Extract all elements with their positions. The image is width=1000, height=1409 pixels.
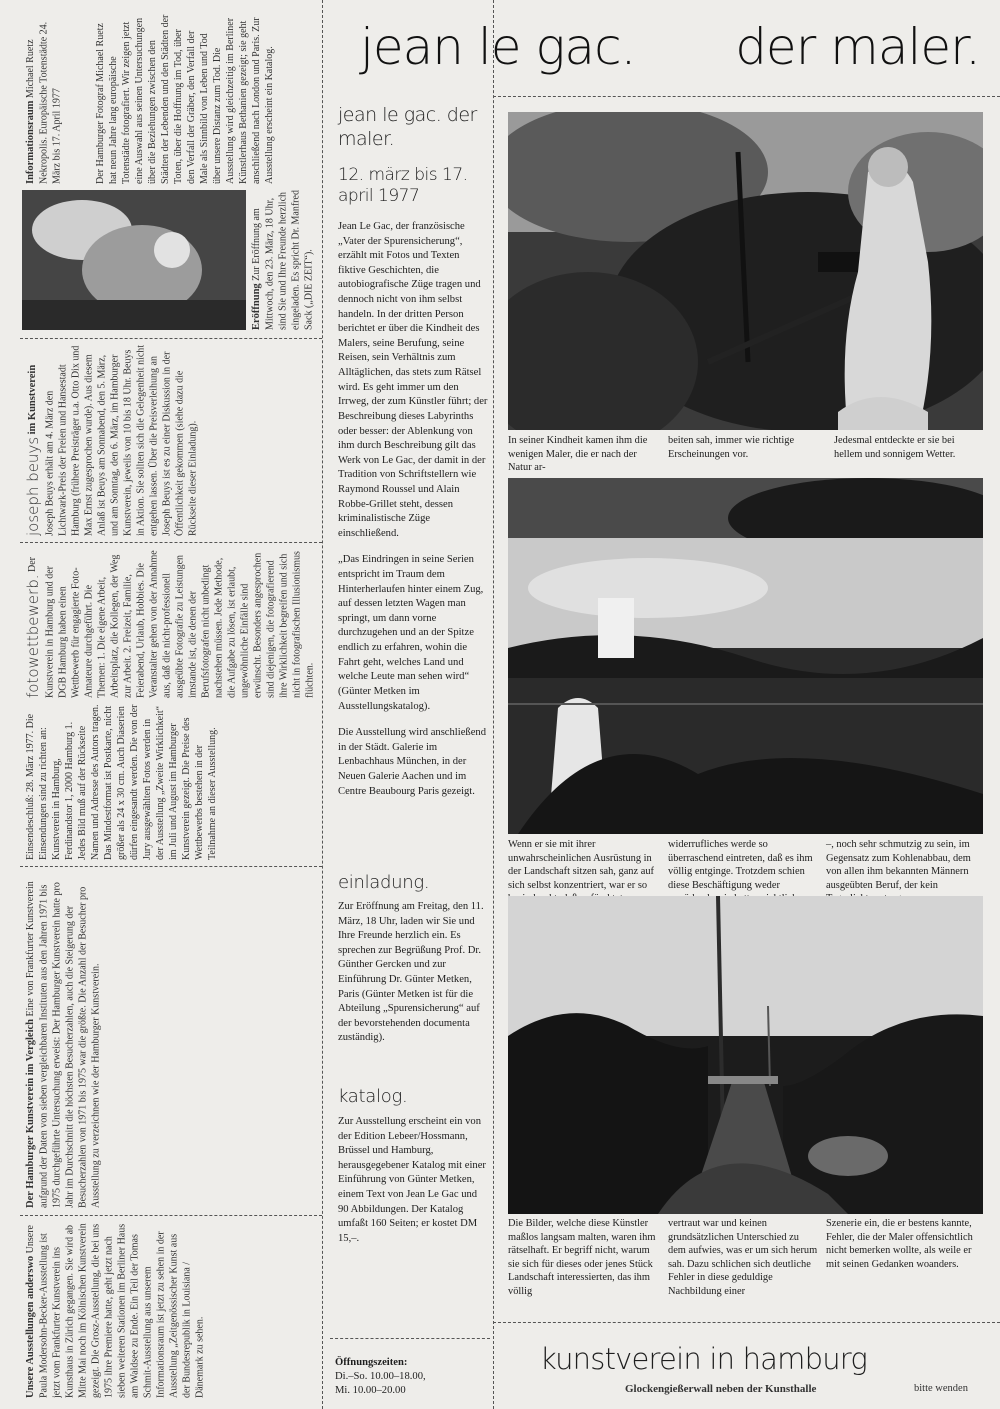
photo-contest-column: [24, 548, 318, 698]
info-room-subtitle: Michael Ruetz Nekropolis. Europäische Totenstädte 24. März bis 17. April 1977: [25, 21, 63, 184]
fold-line: [20, 542, 322, 543]
main-headline: [360, 18, 980, 76]
info-room-heading: Informationsraum: [25, 100, 36, 184]
fold-line: [493, 1322, 1000, 1323]
catalog-text: Zur Ausstellung erscheint ein von der Edition Lebeer/Hossmann, Brüssel und Hamburg, herausgegebener Katalog mit einer Einführung von Günter Metken, einem Text von Jean Le Gac und 90 Abbildungen. Der Katalog umfaßt 160 Seiten; er kostet DM 15,–.: [338, 1116, 486, 1244]
caption-2a: Wenn er sie mit ihrer unwahrscheinlichen Ausrüstung in der Landschaft sitzen sah, ganz auf sich selbst konzentriert, war er so: [508, 839, 654, 891]
caption-3c: Szenerie ein, die er bestens kannte, Fehler, die der Maler offensichtlich nicht bemerken wollte, als weile er mit seinen Gedanken woanders.: [826, 1218, 973, 1270]
fold-line: [493, 0, 494, 1409]
elsewhere-text: Unsere Paula Modersohn-Becker-Ausstellung ist jetzt vom Frankfurter Kunstverein ins Kunsthaus in Zürich gegangen. Sie wird ab Mitte Mai noch im Kölnischen Kunstverein gezeigt. Die Grosz-Ausstellung, die bei uns 1975 ihre Premiere hatte, geht jetzt nach sieben weiteren Stationen im Berliner Haus am Waldsee zu Ende. Ein Teil der Tomas Schmit-Ausstellung aus unserem Informationsraum ist jetzt zu sehen in der Ausstellung „Zeitgenössischer Kunst aus der Bundesrepublik in Louisiana / Dänemark zu sehen.: [25, 1223, 206, 1398]
hours-line: Di.–So. 10.00–18.00,: [335, 1370, 426, 1382]
info-room-text: Der Hamburger Fotograf Michael Ruetz hat neun Jahre lang europäische Totenstädte fotografiert. Wir zeigen jetzt eine Auswahl aus seinen Untersuchungen über die Beziehungen zwischen den Städten der Lebenden und den Städten der Toten, über die Hoffnung im Tod, über den Verfall der Gräber, den Verfall der Male als Sinnbild von Leben und Tod über unsere Distanz zum Tod. Die Ausstellung wird gleichzeitig im Berliner Künstlerhaus Bethanien gezeigt; sie geht anschließend nach London und Paris. Zur Ausstellung erscheint ein Katalog.: [95, 14, 275, 184]
caption-1a: In seiner Kindheit kamen ihm die wenigen Maler, die er nach der Natur ar-: [508, 435, 648, 474]
beuys-text: Joseph Beuys erhält am 4. März den Lichtwark-Preis der Freien und Hansestadt Hamburg (frühere Preisträger u.a. Otto Dix und Max Ernst zugesprochen wurde). Aus diesem Anlaß ist Beuys am Sonnabend, den 5. März, und am Sonntag, den 6. März, im Hamburger Kunstverein, jeweils von 10 bis 18 Uhr. Beuys in Aktion. Sie sollten sich die Gelegenheit nicht entgehen lassen. Über die Preisverleihung an Joseph Beuys ist es zu einer Diskussion in der Öffentlichkeit gekommen (siehe dazu die Rückseite dieser Einladung).: [44, 344, 199, 536]
opening-text: Zur Eröffnung am Mittwoch, den 23. März, 18 Uhr, sind Sie und Ihre Freunde herzlich eingeladen. Es spricht Dr. Manfred Sack („DIE ZEIT“).: [251, 190, 315, 330]
invitation-text: Zur Eröffnung am Freitag, den 11. März, 18 Uhr, laden wir Sie und Ihre Freunde herzlich ein. Es sprechen zur Begrüßung Prof. Dr. Günther Gercken und zur Einführung Dr. Günter Metken, Paris (Günter Metken ist für die Abteilung „Spurensicherung“ auf der bevorstehenden documenta zuständig).: [338, 901, 484, 1044]
caption-2c: –, noch sehr schmutzig zu sein, im Gegensatz zum Kohlenabbau, dem von allen ihm bekannten Männern ausgeübten Beruf, der kein: [826, 839, 971, 891]
catalog-heading: katalog.: [338, 1086, 408, 1107]
beuys-subheading: im Kunstverein: [27, 364, 38, 435]
caption-1b: beiten sah, immer wie richtige Erscheinungen vor.: [668, 435, 795, 460]
opening-column: [250, 190, 318, 330]
photo-railway-landscape: [508, 896, 983, 1214]
invitation-heading: einladung.: [338, 872, 430, 893]
photo-painter-waterside: [508, 478, 983, 834]
caption-2b: widerrufliches werde so überraschend eintreten, daß es ihm völlig entginge. Trotzdem schien diese Beschäftigung weder: [668, 839, 813, 891]
beuys-heading: joseph beuys: [24, 436, 42, 536]
fold-line: [20, 338, 322, 339]
elsewhere-heading: Unsere Ausstellungen anderswo: [25, 1255, 36, 1398]
hours-line: Mi. 10.00–20.00: [335, 1384, 406, 1396]
photo-cemetery-sculpture: [22, 190, 246, 330]
column-title: jean le gac. der maler.: [338, 104, 477, 150]
intro-block: [338, 220, 488, 811]
headline-artist: jean le gac.: [360, 18, 636, 76]
info-room-column: [24, 14, 88, 184]
fold-line: [493, 96, 1000, 97]
caption-3a: Die Bilder, welche diese Künstler maßlos langsam malten, waren ihm rätselhaft. Er begriff nicht, warum sie sich für dieses oder jenes Stück Landschaft interessierten, das ihm völlig: [508, 1218, 656, 1297]
elsewhere-column: [24, 1222, 318, 1398]
comparison-text: Eine von Frankfurter Kunstverein aufgrund der Daten von sieben vergleichbaren Instituten aus den Jahren 1971 bis 1975 durchgeführte Untersuchung erweist: Der Hamburger Kunstverein hatte pro Jahr im Durchschnitt die höchsten Besucherzahlen, auch die Steigerung der Besucherzahlen von 1971 bis 1975 war die größte. Die Anzahl der Besucher pro Ausstellung zu verzeichnen wie der Hamburger Kunstverein.: [25, 881, 102, 1208]
opening-hours: [335, 1356, 485, 1397]
fold-line: [20, 1215, 322, 1216]
address: Glockengießerwall neben der Kunsthalle: [625, 1383, 817, 1395]
headline-subject: der maler.: [735, 18, 980, 76]
fold-line: [322, 0, 323, 1409]
comparison-heading: Der Hamburger Kunstverein im Vergleich: [25, 1019, 36, 1208]
photo-contest-text: Der Kunstverein in Hamburg und der DGB Hamburg haben einen Wettbewerb für engagierte Foto-Amateure durchgeführt. Die Themen: 1. Die eigene Arbeit, Arbeitsplatz, die Kollegen, der Weg zur Arbeit. 2. Freizeit, Familie, Feierabend, Urlaub, Hobbies. Die Veranstalter gehen von der Annahme aus, daß die nicht-professionell ausgeübte Fotografie zu Leistungen imstande ist, die denen der Berufsfotografen nicht unbedingt nachstehen müssen. Jede Methode, die Aufgabe zu lösen, ist erlaubt, ungewöhnliche Einfälle sind erwünscht. Besonders angesprochen sind diejenigen, die fotografierend ihre Wirklichkeit begreifen und sich nicht in fotografischen Illusionismus flüchten.: [27, 550, 316, 698]
caption-1c: Jedesmal entdeckte er sie bei hellem und sonnigem Wetter.: [834, 435, 956, 460]
photo-contest-rules: Einsendeschluß: 28. März 1977. Die Einsendungen sind zu richten an: Kunstverein in Hamburg, Ferdinandstor 1, 2000 Hamburg 1. Jedes Bild muß auf der Rückseite Namen und Adresse des Autors tragen. Das Mindestformat ist Postkarte, nicht größer als 24 x 30 cm. Auch Diaserien dürfen eingesandt werden. Die von der Jury ausgewählten Fotos werden in der Ausstellung „Zweite Wirklichkeit“ im Juli und August im Hamburger Kunstverein gezeigt. Die Preise des Wettbewerbs bestehen in der Teilnahme an dieser Ausstellung.: [25, 704, 218, 860]
kunstverein-logo-text: kunstverein in hamburg: [540, 1342, 867, 1376]
turn-over-note: bitte wenden: [914, 1383, 968, 1394]
hours-title: Öffnungszeiten:: [335, 1357, 408, 1368]
opening-heading: Eröffnung: [251, 283, 262, 330]
tour-text: Die Ausstellung wird anschließend in der Städt. Galerie im Lenbachhaus München, in der Neuen Galerie Aachen und im Centre Beaubourg Paris gezeigt.: [338, 727, 486, 797]
fold-line: [330, 1338, 490, 1339]
intro-text: Jean Le Gac, der französische „Vater der Spurensicherung“, erzählt mit Fotos und Texten fiktive Geschichten, die autobiografische Züge tragen und dennoch nicht von ihm selbst handeln. In der dritten Person berichtet er über die Kindheit des Malers, seine Berufung, seine Reisen, sein Verhältnis zum Alltäglichen, das stets zum Rätsel wird. Es geht immer um den Irrweg, der zum Künstler führt; der Beschreibung dieses Labyrinths oder besser: der Ablenkung von ihm durch Beschreibung gilt das Werk von Le Gac, der damit in der Tradition von Schriftstellern wie Raymond Roussel und Alain Robbe-Grillet steht, dessen kriminalistische Züge einschließend.: [338, 221, 488, 539]
fold-line: [20, 866, 322, 867]
quote-text: „Das Eindringen in seine Serien entspricht im Traum dem Hinterherlaufen hinter einem Zug, auf dessen letzten Wagen man springt, um dann vorne durchzugehen und an der Spitze endlich zu erfahren, wohin die Fahrt geht, welches Land und welche Leute man sehen wird“ (Günter Metken im Ausstellungskatalog).: [338, 554, 484, 712]
exhibition-dates: 12. märz bis 17. april 1977: [338, 165, 468, 207]
comparison-column: [24, 872, 318, 1208]
photo-painter-easel: [508, 112, 983, 430]
photo-contest-heading: fotowettbewerb.: [24, 574, 42, 698]
caption-3b: vertraut war und keinen grundsätzlichen Unterschied zu dem aufwies, was er um sich herum sah. Dazu schlichen sich deutliche Fehler in diese geduldige Nachbildung einer: [668, 1218, 818, 1297]
beuys-column: [24, 344, 318, 536]
